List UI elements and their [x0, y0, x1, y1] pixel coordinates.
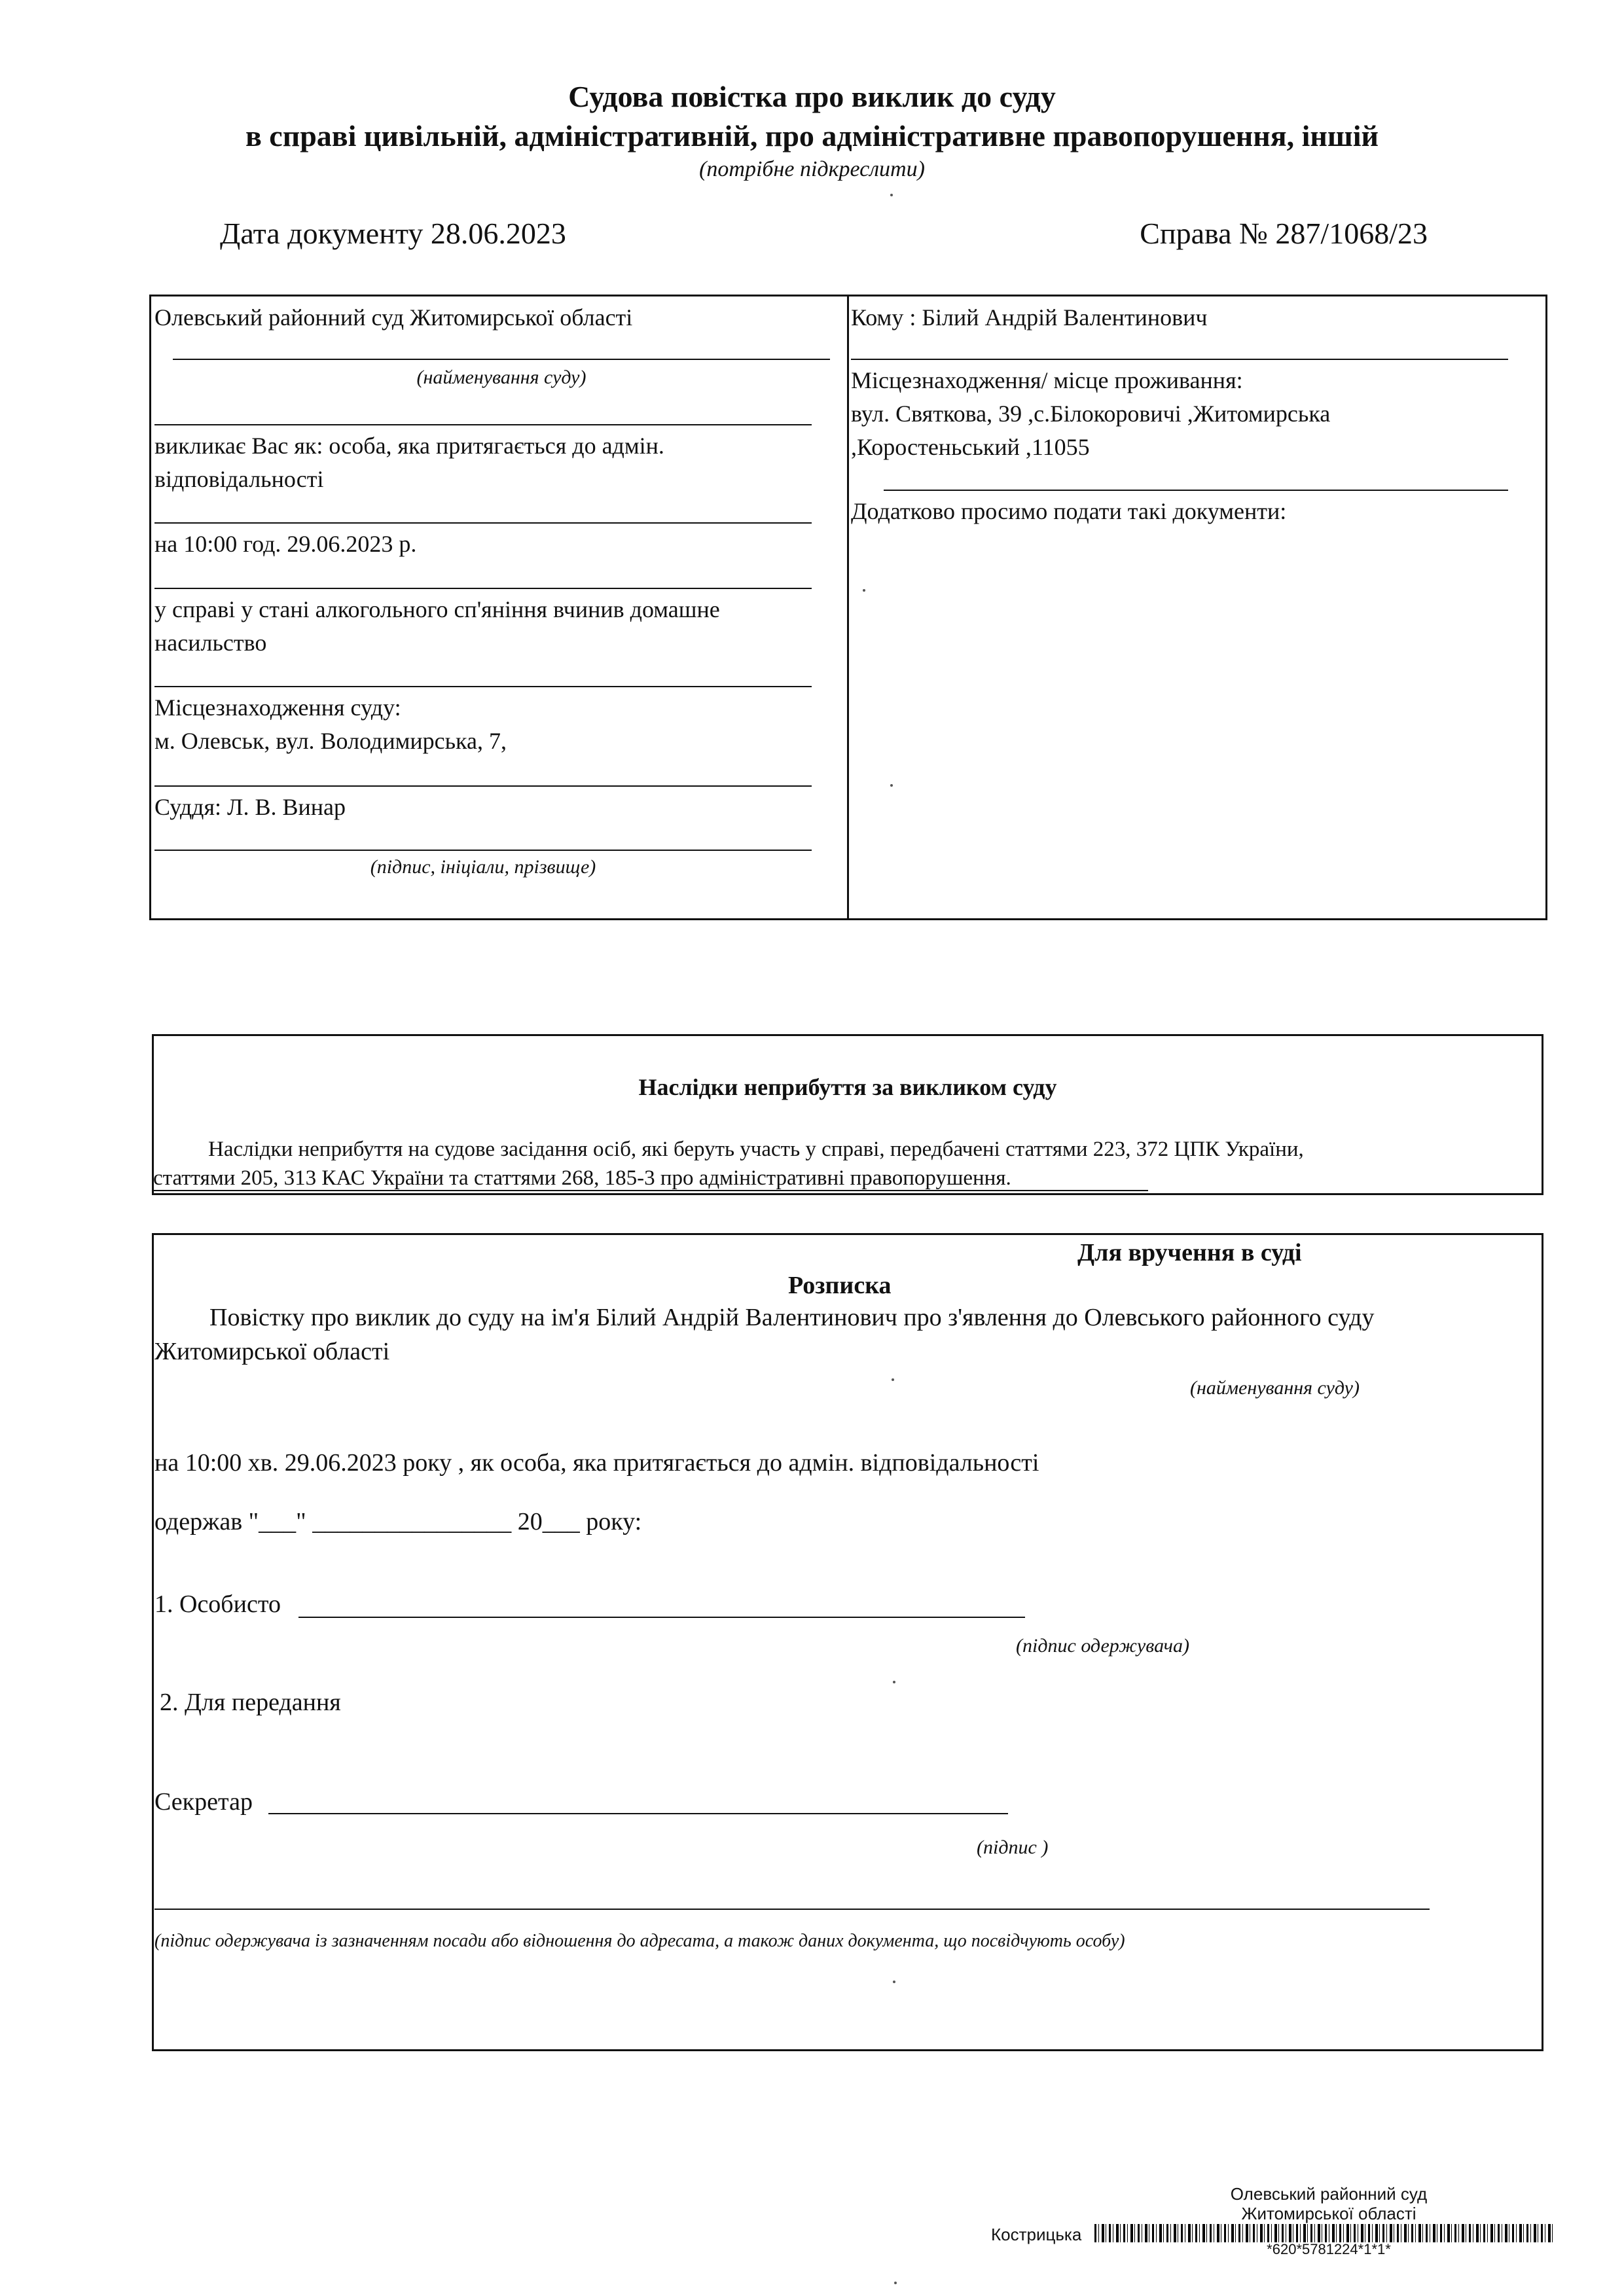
- underline-note: (потрібне підкреслити): [699, 157, 925, 181]
- consequences-line2: статтями 205, 313 КАС України та статтями 268, 185-3 про адміністративні правопорушення.: [153, 1166, 1011, 1190]
- table-divider: [847, 295, 849, 920]
- personally-signature-line: [298, 1617, 1025, 1618]
- receipt-transfer-label: 2. Для передання: [160, 1689, 341, 1716]
- recipient-address-line1: вул. Святкова, 39 ,с.Білокоровичі ,Житомирська: [851, 401, 1331, 427]
- case-description-line2: насильство: [154, 630, 267, 656]
- rule: [154, 785, 812, 787]
- barcode: [1094, 2224, 1553, 2242]
- hearing-time: на 10:00 год. 29.06.2023 р.: [154, 531, 417, 557]
- rule: [173, 359, 830, 360]
- summons-role-line1: викликає Вас як: особа, яка притягається до адмін.: [154, 433, 664, 459]
- rule: [154, 424, 812, 425]
- personally-caption: (підпис одержувача): [1016, 1635, 1189, 1657]
- secretary-signature-line: [268, 1813, 1008, 1814]
- summons-role-line2: відповідальності: [154, 466, 324, 492]
- receipt-line2: Житомирської області: [154, 1338, 390, 1365]
- additional-documents-label: Додатково просимо подати такі документи:: [851, 498, 1287, 524]
- court-name: Олевський районний суд Житомирської області: [154, 304, 633, 331]
- court-caption: (найменування суду): [416, 367, 586, 388]
- barcode-number: *620*5781224*1*1*: [1267, 2241, 1391, 2257]
- stamp-court-line2: Житомирської області: [1241, 2204, 1416, 2223]
- recipient-address-label: Місцезнаходження/ місце проживання:: [851, 367, 1243, 393]
- recipient-name: Кому : Білий Андрій Валентинович: [851, 304, 1208, 331]
- scan-speck: [863, 589, 865, 592]
- case-number: Справа № 287/1068/23: [1140, 217, 1428, 250]
- judge-caption: (підпис, ініціали, прізвище): [370, 856, 596, 878]
- rule: [851, 359, 1508, 360]
- receipt-time-line: на 10:00 хв. 29.06.2023 року , як особа, яка притягається до адмін. відповідальності: [154, 1449, 1039, 1477]
- recipient-address-line2: ,Коростеньський ,11055: [851, 434, 1090, 460]
- receipt-personally-label: 1. Особисто: [154, 1590, 281, 1618]
- consequences-title: Наслідки неприбуття за викликом суду: [638, 1074, 1057, 1100]
- document-date: Дата документу 28.06.2023: [220, 217, 566, 250]
- for-court-delivery: Для вручення в суді: [1077, 1239, 1302, 1266]
- court-location-value: м. Олевськ, вул. Володимирська, 7,: [154, 728, 507, 754]
- rule: [884, 490, 1508, 491]
- court-location-label: Місцезнаходження суду:: [154, 694, 401, 721]
- receipt-footer-caption: (підпис одержувача із зазначенням посади або відношення до адресата, а також даних документа, що посвідчують особу): [154, 1931, 1125, 1951]
- receipt-court-caption: (найменування суду): [1190, 1377, 1360, 1399]
- recipient-signature-line: [154, 1909, 1430, 1910]
- rule: [154, 686, 812, 687]
- clerk-name: Кострицька: [991, 2225, 1082, 2244]
- consequences-line1: Наслідки неприбуття на судове засідання осіб, які беруть участь у справі, передбачені статтями 223, 372 ЦПК України,: [208, 1138, 1304, 1161]
- case-description-line1: у справі у стані алкогольного сп'яніння вчинив домашне: [154, 596, 720, 622]
- scan-speck: [893, 1681, 895, 1683]
- receipt-line1: Повістку про виклик до суду на ім'я Білий Андрій Валентинович про з'явлення до Олевського районного суду: [209, 1304, 1375, 1331]
- scan-speck: [890, 784, 893, 787]
- rule: [154, 850, 812, 851]
- secretary-caption: (підпис ): [977, 1837, 1049, 1858]
- scan-speck: [890, 194, 893, 196]
- scan-speck: [892, 1378, 894, 1381]
- receipt-received-date: одержав "___" ________________ 20___ року:: [154, 1508, 642, 1535]
- stamp-court-line1: Олевський районний суд: [1230, 2184, 1428, 2204]
- judge-name: Суддя: Л. В. Винар: [154, 794, 346, 820]
- rule: [153, 1190, 1148, 1191]
- receipt-title: Розписка: [788, 1272, 892, 1299]
- page-title: Судова повістка про виклик до суду: [568, 80, 1056, 113]
- page-subtitle: в справі цивільній, адміністративній, про адміністративне правопорушення, іншій: [245, 119, 1379, 152]
- receipt-secretary-label: Секретар: [154, 1788, 253, 1816]
- scan-speck: [893, 1981, 895, 1983]
- rule: [154, 522, 812, 524]
- scan-speck: [894, 2282, 897, 2284]
- rule: [154, 588, 812, 589]
